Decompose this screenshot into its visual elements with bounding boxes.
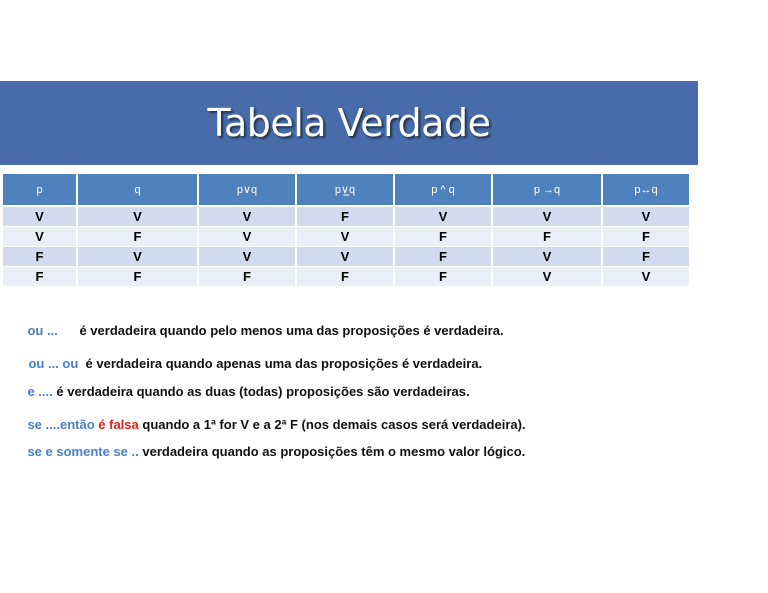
table-cell: V: [198, 206, 296, 227]
table-cell: F: [198, 267, 296, 287]
table-cell: F: [3, 267, 77, 287]
table-header-row: [3, 174, 689, 206]
table-row: [3, 267, 689, 287]
definition-term: se ....então: [27, 417, 95, 432]
table-cell: V: [296, 247, 394, 267]
definition-term: e ....: [27, 384, 53, 399]
table-cell: V: [492, 206, 602, 227]
table-cell: V: [394, 206, 492, 227]
table-cell: F: [296, 206, 394, 227]
header-cell: p: [3, 174, 77, 206]
table-row: [3, 206, 689, 227]
header-cell: p↔q: [602, 174, 689, 206]
table-cell: V: [602, 267, 689, 287]
table-cell: V: [198, 247, 296, 267]
title-banner: [0, 81, 698, 165]
definition-se-e-somente-se: [13, 429, 525, 474]
table-cell: F: [77, 267, 198, 287]
definition-text: é verdadeira quando as duas (todas) proposições são verdadeiras.: [56, 384, 470, 399]
header-cell: q: [77, 174, 198, 206]
table-cell: V: [296, 227, 394, 247]
header-cell: p →q: [492, 174, 602, 206]
definition-text: quando a 1ª for V e a 2ª F (nos demais casos será verdadeira).: [142, 417, 526, 432]
definition-text: verdadeira quando as proposições têm o mesmo valor lógico.: [142, 444, 526, 459]
table-cell: F: [77, 227, 198, 247]
table-cell: V: [492, 247, 602, 267]
definition-highlight: é falsa: [98, 417, 139, 432]
table-cell: F: [394, 227, 492, 247]
table-cell: V: [492, 267, 602, 287]
definition-term: ou ...: [27, 323, 58, 338]
page-title: Tabela Verdade: [207, 101, 491, 145]
table-cell: V: [3, 227, 77, 247]
table-cell: F: [394, 247, 492, 267]
definition-term: se e somente se ..: [27, 444, 139, 459]
header-cell: p∨q: [198, 174, 296, 206]
table-cell: F: [3, 247, 77, 267]
table-row: [3, 247, 689, 267]
table-cell: F: [296, 267, 394, 287]
table-cell: V: [77, 206, 198, 227]
table-cell: V: [3, 206, 77, 227]
definition-text: é verdadeira quando pelo menos uma das proposições é verdadeira.: [79, 323, 504, 338]
table-cell: V: [602, 206, 689, 227]
table-cell: V: [198, 227, 296, 247]
truth-table: [3, 174, 689, 287]
table-cell: F: [602, 227, 689, 247]
header-cell: p∨̲q: [296, 174, 394, 206]
definition-text: é verdadeira quando apenas uma das proposições é verdadeira.: [85, 356, 483, 371]
table-cell: F: [394, 267, 492, 287]
table-row: [3, 227, 689, 247]
table-cell: F: [492, 227, 602, 247]
table-cell: V: [77, 247, 198, 267]
definition-term: ou ... ou: [28, 356, 79, 371]
header-cell: p ^ q: [394, 174, 492, 206]
table-cell: F: [602, 247, 689, 267]
